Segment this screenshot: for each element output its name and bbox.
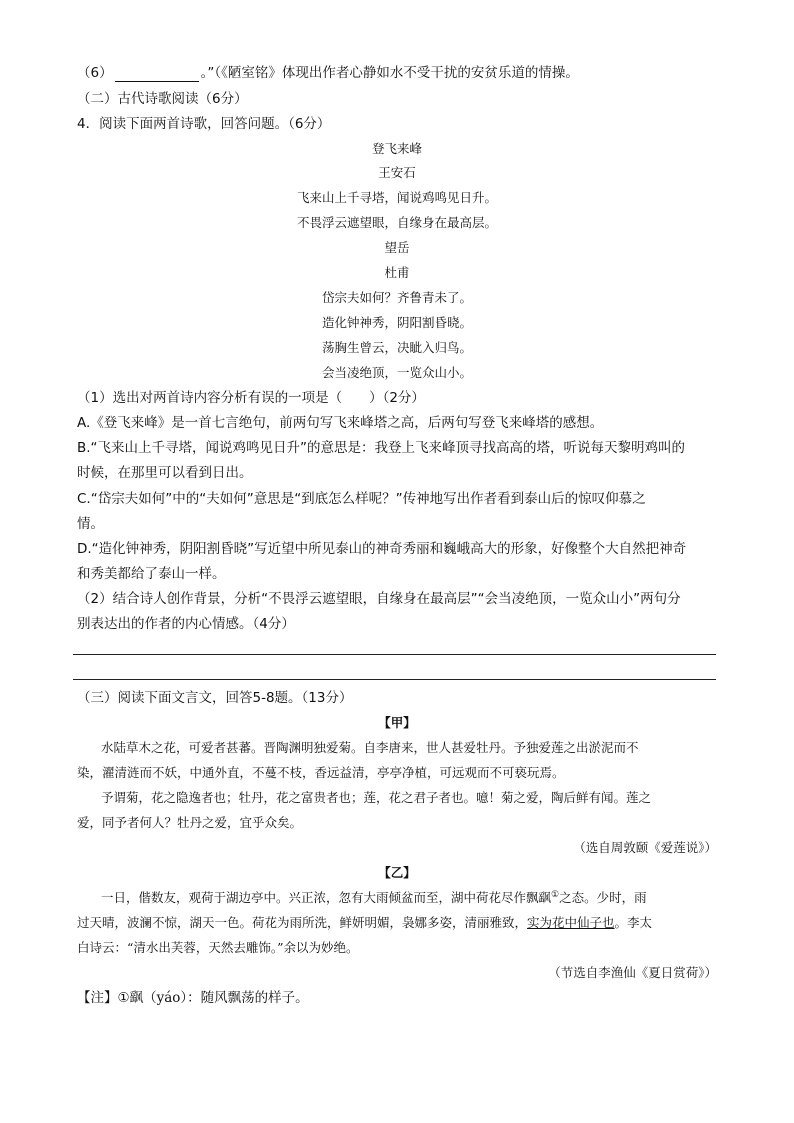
poem2-line-3: 荡胸生曾云，决眦入归鸟。 [321, 340, 472, 355]
yi-text-c: 过天晴，波澜不惊，湖天一色。荷花为雨所洗，鲜妍明媚，袅娜多姿，清丽雅致， [77, 915, 528, 930]
passage-jia-label: 【甲】 [378, 715, 416, 730]
poem2-line-2: 造化钟神秀，阴阳割昏晓。 [321, 315, 472, 330]
option-d-line-1[interactable]: D.“造化钟神秀，阴阳割昏晓”写近望中所见泰山的神奇秀丽和巍峨高大的形象，好像整个大自然把神奇 [77, 541, 687, 557]
q6-text: 。”（《陋室铭》体现出作者心静如水不受干扰的安贫乐道的情操。 [200, 65, 579, 81]
yi-text-b: 之态。少时，雨 [559, 890, 647, 905]
question-6 [77, 64, 717, 82]
section-3-title: （三）阅读下面文言文，回答5-8题。（13分） [77, 690, 353, 706]
note-label: 【注】 [77, 990, 118, 1006]
q4-2-line-2: 别表达出的作者的内心情感。（4分） [77, 616, 295, 632]
footnote-mark: ① [551, 889, 560, 900]
option-d-line-2[interactable]: 和秀美都给了泰山一样。 [77, 566, 226, 582]
yi-source: （节选自李渔仙《夏日赏荷》） [548, 965, 717, 980]
passage-yi-label: 【乙】 [378, 865, 416, 880]
poem1-line-2: 不畏浮云遮望眼，自缘身在最高层。 [296, 215, 497, 230]
jia-p2-line-1: 予谓菊，花之隐逸者也；牡丹，花之富贵者也；莲，花之君子者也。噫！菊之爱，陶后鲜有闻。莲之 [101, 790, 652, 805]
poem1-line-1: 飞来山上千寻塔，闻说鸡鸣见日升。 [296, 190, 497, 205]
note-mark: ① [117, 990, 130, 1006]
poem2-line-4: 会当凌绝顶，一览众山小。 [321, 365, 472, 380]
jia-p2-line-2: 爱，同予者何人？牡丹之爱，宜乎众矣。 [77, 815, 303, 830]
answer-line-2[interactable] [73, 679, 716, 680]
option-a[interactable]: A.《登飞来峰》是一首七言绝句，前两句写飞来峰塔之高，后两句写登飞来峰塔的感想。 [77, 415, 604, 431]
q6-number: （6） [77, 65, 113, 81]
answer-line-1[interactable] [73, 654, 716, 655]
answer-blank[interactable] [115, 67, 199, 82]
yi-p1-line-1 [101, 889, 717, 907]
option-c-line-1[interactable]: C.“岱宗夫如何”中的“夫如何”意思是“到底怎么样呢？”传神地写出作者看到泰山后的惊叹仰慕之 [77, 491, 646, 507]
note-text: 飖（yáo）：随风飘荡的样子。 [129, 990, 309, 1006]
question-4-intro: 4．阅读下面两首诗歌，回答问题。（6分） [77, 116, 331, 132]
underlined-sentence: 实为花中仙子也 [527, 915, 615, 930]
jia-p1-line-1: 水陆草木之花，可爱者甚蕃。晋陶渊明独爱菊。自李唐来，世人甚爱牡丹。予独爱莲之出淤泥而不 [101, 740, 639, 755]
poem1-title: 登飞来峰 [371, 141, 422, 156]
q4-2-line-1: （2）结合诗人创作背景，分析“不畏浮云遮望眼，自缘身在最高层”“会当凌绝顶，一览众山小”两句分 [77, 591, 681, 607]
jia-p1-line-2: 染，濯清涟而不妖，中通外直，不蔓不枝，香远益清，亭亭净植，可远观而不可亵玩焉。 [77, 765, 565, 780]
option-b-line-1[interactable]: B.“飞来山上千寻塔，闻说鸡鸣见日升”的意思是：我登上飞来峰顶寻找高高的塔，听说每天黎明鸡叫的 [77, 440, 686, 456]
q4-1-stem: （1）选出对两首诗内容分析有误的一项是（ ）（2分） [77, 390, 425, 406]
poem2-line-1: 岱宗夫如何？齐鲁青未了。 [321, 290, 472, 305]
option-c-line-2[interactable]: 情。 [77, 516, 104, 532]
annotation [77, 989, 717, 1007]
yi-text-d: 。李太 [614, 915, 653, 930]
poem2-author: 杜甫 [384, 265, 410, 280]
poem1-author: 王安石 [378, 165, 416, 180]
jia-source: （选自周敦颐《爱莲说》） [573, 840, 717, 855]
yi-text-a: 一日，偕数友，观荷于湖边亭中。兴正浓，忽有大雨倾盆而至，湖中荷花尽作飘飖 [101, 890, 552, 905]
option-b-line-2[interactable]: 时候，在那里可以看到日出。 [77, 465, 253, 481]
poem2-title: 望岳 [384, 240, 410, 255]
yi-p1-line-2 [77, 914, 717, 932]
section-2-title: （二）古代诗歌阅读（6分） [77, 91, 248, 107]
yi-p1-line-3: 白诗云：“清水出芙蓉，天然去雕饰。”余以为妙绝。 [77, 940, 359, 955]
